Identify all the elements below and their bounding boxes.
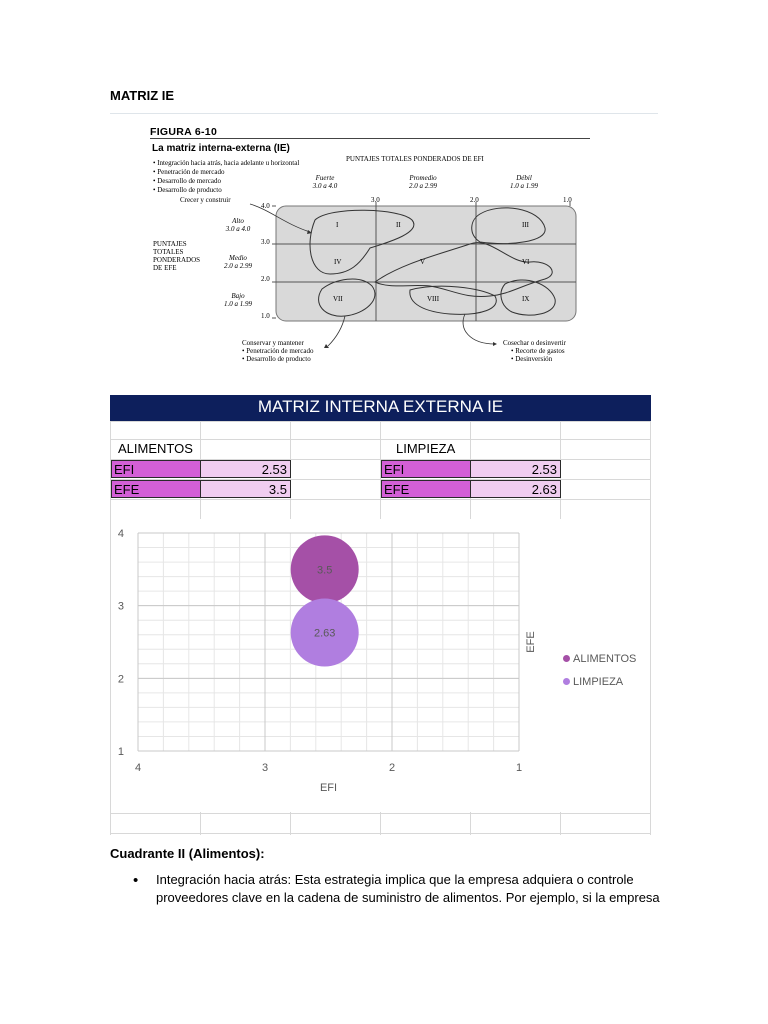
title-divider (110, 113, 658, 114)
figure-label: FIGURA 6-10 (150, 126, 218, 138)
left-tick: 4.0 (261, 202, 270, 210)
cell-label: VIII (427, 295, 440, 303)
top-tick: 2.0 (470, 196, 479, 204)
grow-label: Crecer y construir (180, 196, 231, 204)
grow-bullets (153, 159, 299, 195)
legend-item-alimentos[interactable] (563, 647, 636, 670)
grow-bullet: • Integración hacia atrás, hacia adelante u horizontal (153, 159, 300, 167)
y-tick-label: 3 (117, 600, 124, 613)
efe-row-medium: Medio 2.0 a 2.99 (224, 254, 252, 270)
x-tick-label: 3 (261, 762, 269, 774)
figure-subtitle: La matriz interna-externa (IE) (152, 143, 290, 154)
legend-marker (563, 678, 570, 685)
limpieza-efi-value[interactable]: 2.53 (470, 460, 561, 478)
chart-legend (563, 647, 636, 693)
bubble-data-label: 2.63 (313, 627, 336, 640)
bubble-data-label: 3.5 (317, 564, 333, 577)
alimentos-efi-key[interactable]: EFI (111, 460, 201, 478)
section-heading: Cuadrante II (Alimentos): (110, 846, 265, 861)
x-tick-label: 4 (134, 762, 142, 774)
limpieza-efi-key[interactable]: EFI (381, 460, 471, 478)
figure-rule (150, 138, 590, 139)
legend-label: LIMPIEZA (573, 675, 624, 688)
left-tick: 3.0 (261, 238, 270, 246)
top-tick: 3.0 (371, 196, 380, 204)
x-tick-label: 2 (388, 762, 396, 774)
ie-bubble-chart[interactable] (111, 519, 650, 812)
page-title: MATRIZ IE (110, 88, 175, 103)
cell-label: IV (334, 258, 342, 266)
cell-label: V (420, 258, 426, 266)
hold-strategy: Conservar y mantener • Penetración de mercado • Desarrollo de producto (242, 339, 314, 363)
cell-label: II (396, 221, 401, 229)
alimentos-efe-key[interactable]: EFE (111, 480, 201, 498)
cell-label: IX (522, 295, 530, 303)
bullet-marker: • (133, 872, 139, 889)
legend-marker (563, 655, 570, 662)
cell-label: I (336, 221, 339, 229)
y-axis-title: EFE (525, 631, 537, 653)
strategy-paragraph: Integración hacia atrás: Esta estrategia implica que la empresa adquiera o controle proveedores clave en la cadena de suministro de alimentos. Por ejemplo, si la empresa (156, 872, 660, 905)
cell-label: VII (333, 295, 343, 303)
y-tick-label: 1 (117, 746, 124, 758)
ie-spreadsheet (110, 395, 651, 835)
limpieza-efe-value[interactable]: 2.63 (470, 480, 561, 498)
cell-label: III (522, 221, 529, 229)
efi-col-average: Promedio 2.0 a 2.99 (409, 174, 437, 190)
efe-axis-title: PUNTAJES TOTALES PONDERADOS DE EFE (153, 240, 201, 272)
efe-row-high: Alto 3.0 a 4.0 (225, 217, 251, 233)
grow-bullet: • Penetración de mercado (153, 168, 225, 176)
x-axis-title: EFI (319, 782, 338, 794)
top-tick: 1.0 (563, 196, 572, 204)
ie-matrix-figure (150, 124, 595, 374)
sheet-banner: MATRIZ INTERNA EXTERNA IE (110, 395, 651, 421)
left-tick: 2.0 (261, 275, 270, 283)
efi-axis-title: PUNTAJES TOTALES PONDERADOS DE EFI (346, 155, 484, 163)
alimentos-efe-value[interactable]: 3.5 (200, 480, 291, 498)
efi-col-strong: Fuerte 3.0 a 4.0 (312, 174, 338, 190)
x-tick-label: 1 (515, 762, 523, 774)
legend-item-limpieza[interactable] (563, 670, 636, 693)
legend-label: ALIMENTOS (573, 652, 637, 665)
grow-bullet: • Desarrollo de producto (153, 186, 222, 194)
limpieza-efe-key[interactable]: EFE (381, 480, 471, 498)
limpieza-label: LIMPIEZA (396, 441, 456, 456)
efi-col-weak: Débil 1.0 a 1.99 (510, 174, 538, 190)
grow-bullet: • Desarrollo de mercado (153, 177, 221, 185)
left-tick: 1.0 (261, 312, 270, 320)
alimentos-efi-value[interactable]: 2.53 (200, 460, 291, 478)
y-tick-label: 2 (117, 673, 124, 686)
harvest-strategy: Cosechar o desinvertir • Recorte de gastos • Desinversión (503, 339, 566, 363)
y-tick-label: 4 (117, 528, 124, 540)
cell-label: VI (522, 258, 530, 266)
efe-row-low: Bajo 1.0 a 1.99 (224, 292, 252, 308)
alimentos-label: ALIMENTOS (118, 441, 193, 456)
